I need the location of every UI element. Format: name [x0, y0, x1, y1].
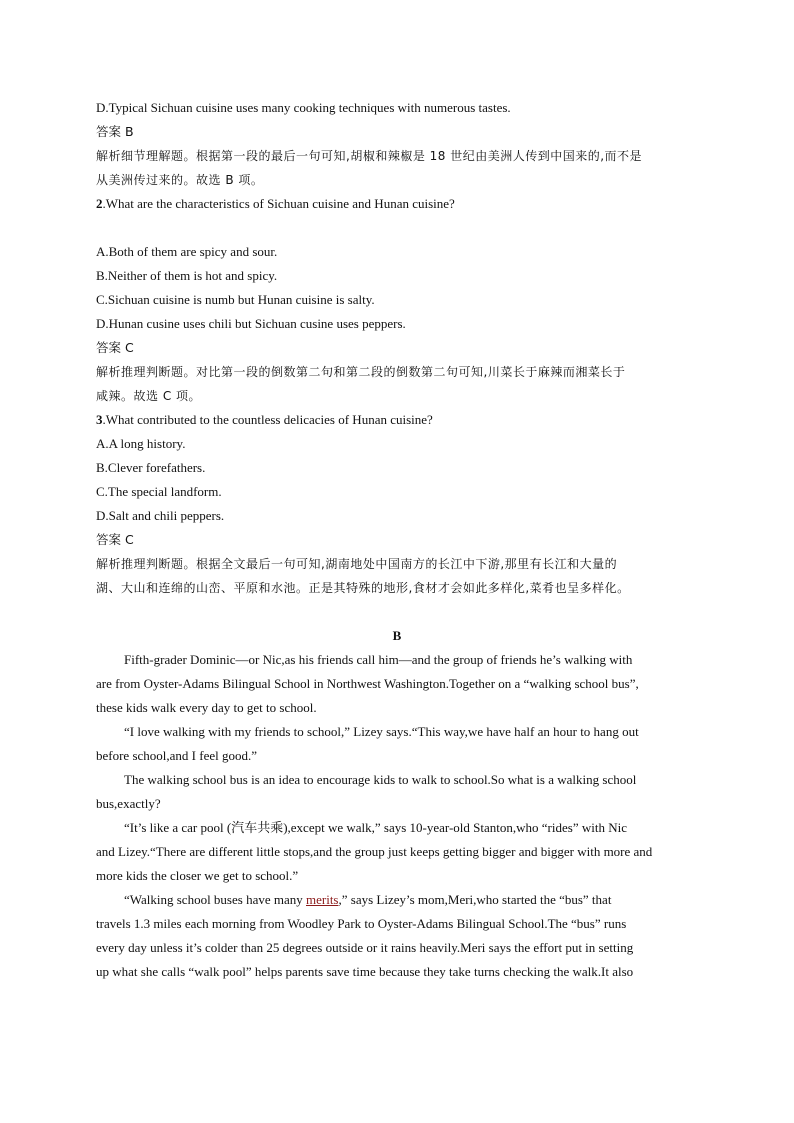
- q3-explanation-line-1: 解析推理判断题。根据全文最后一句可知,湖南地处中国南方的长江中下游,那里有长江和大量的: [96, 557, 618, 571]
- passage-line: The walking school bus is an idea to encourage kids to walk to school.So what is a walking school: [124, 772, 637, 787]
- passage-line: before school,and I feel good.”: [96, 748, 257, 763]
- passage-line: “I love walking with my friends to school,” Lizey says.“This way,we have half an hour to hang out: [124, 724, 639, 739]
- passage-line: Fifth-grader Dominic—or Nic,as his friends call him—and the group of friends he’s walking with: [124, 652, 633, 667]
- q3-answer: 答案 C: [96, 532, 134, 547]
- q1-answer: 答案 B: [96, 124, 134, 139]
- q2-option-c: C.Sichuan cuisine is numb but Hunan cuisine is salty.: [96, 292, 375, 307]
- q2-question: [96, 195, 706, 213]
- q3-question: [96, 411, 706, 429]
- q2-option-b: B.Neither of them is hot and spicy.: [96, 268, 278, 283]
- passage-line: are from Oyster-Adams Bilingual School in Northwest Washington.Together on a “walking school bus”,: [96, 676, 639, 691]
- q2-number: 2: [96, 196, 103, 211]
- passage-line: these kids walk every day to get to school.: [96, 700, 317, 715]
- passage-line-merits: [124, 891, 734, 909]
- q3-number: 3: [96, 412, 103, 427]
- q1-explanation-line-1: 解析细节理解题。根据第一段的最后一句可知,胡椒和辣椒是 18 世纪由美洲人传到中国来的,而不是: [96, 149, 643, 163]
- q2-option-d: D.Hunan cusine uses chili but Sichuan cusine uses peppers.: [96, 316, 406, 331]
- q3-option-d: D.Salt and chili peppers.: [96, 508, 225, 523]
- q3-option-a: A.A long history.: [96, 436, 186, 451]
- q1-option-d: D.Typical Sichuan cuisine uses many cooking techniques with numerous tastes.: [96, 100, 511, 115]
- passage-heading: B: [392, 628, 402, 643]
- passage-line: and Lizey.“There are different little stops,and the group just keeps getting bigger and bigger with more and: [96, 844, 653, 859]
- q2-explanation-line-1: 解析推理判断题。对比第一段的倒数第二句和第二段的倒数第二句可知,川菜长于麻辣而湘菜长于: [96, 365, 626, 379]
- q3-option-b: B.Clever forefathers.: [96, 460, 206, 475]
- q2-question-text: .What are the characteristics of Sichuan cuisine and Hunan cuisine?: [102, 196, 455, 211]
- merits-line-after: ,” says Lizey’s mom,Meri,who started the “bus” that: [338, 892, 612, 907]
- passage-line: bus,exactly?: [96, 796, 161, 811]
- q3-option-c: C.The special landform.: [96, 484, 222, 499]
- passage-line: up what she calls “walk pool” helps parents save time because they take turns checking the walk.It also: [96, 964, 634, 979]
- q2-answer: 答案 C: [96, 340, 134, 355]
- passage-line: more kids the closer we get to school.”: [96, 868, 299, 883]
- passage-line: every day unless it’s colder than 25 degrees outside or it rains heavily.Meri says the effort put in setting: [96, 940, 634, 955]
- q1-explanation-line-2: 从美洲传过来的。故选 B 项。: [96, 173, 264, 187]
- merits-link[interactable]: merits: [306, 892, 339, 907]
- merits-line-before: “Walking school buses have many: [124, 892, 306, 907]
- passage-line: travels 1.3 miles each morning from Woodley Park to Oyster-Adams Bilingual School.The “bus” runs: [96, 916, 627, 931]
- q3-explanation-line-2: 湖、大山和连绵的山峦、平原和水池。正是其特殊的地形,食材才会如此多样化,菜肴也呈多样化。: [96, 581, 630, 595]
- q2-explanation-line-2: 咸辣。故选 C 项。: [96, 389, 202, 403]
- passage-line: “It’s like a car pool (汽车共乘),except we walk,” says 10-year-old Stanton,who “rides” with Nic: [124, 820, 627, 835]
- q2-option-a: A.Both of them are spicy and sour.: [96, 244, 278, 259]
- q3-question-text: .What contributed to the countless delicacies of Hunan cuisine?: [102, 412, 433, 427]
